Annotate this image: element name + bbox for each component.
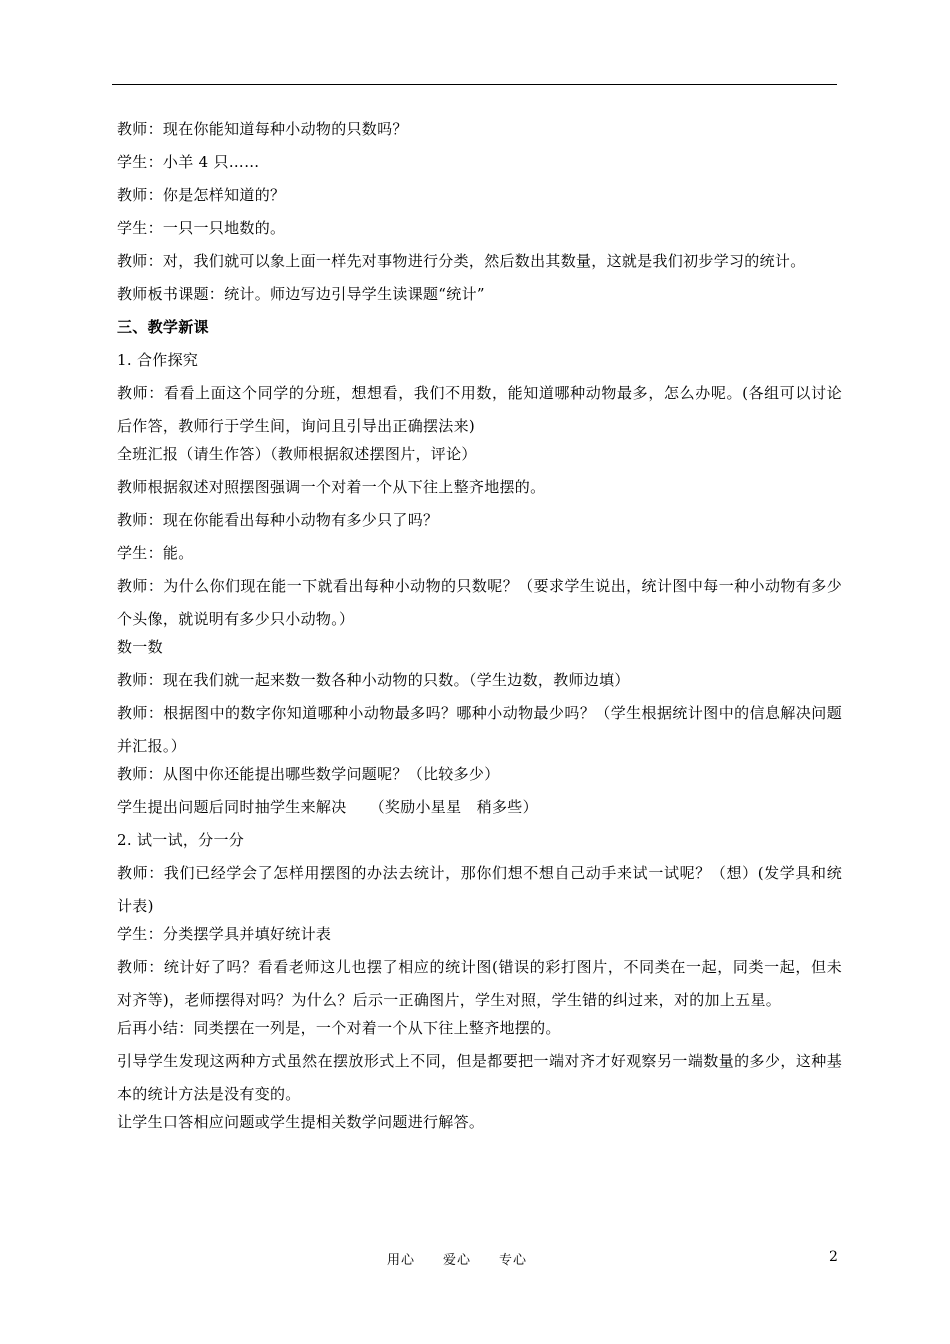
paragraph: 教师：现在我们就一起来数一数各种小动物的只数。（学生边数，教师边填） <box>117 671 630 689</box>
paragraph: 教师板书课题：统计。师边写边引导学生读课题“统计” <box>117 285 485 303</box>
paragraph: 教师：看看上面这个同学的分班，想想看，我们不用数，能知道哪种动物最多，怎么办呢。(各组可以讨论后作答，教师行于学生间，询问且引导出正确摆法来) <box>117 384 842 435</box>
paragraph: 教师：从图中你还能提出哪些数学问题呢？（比较多少） <box>117 765 500 783</box>
document-body <box>117 118 842 1144</box>
paragraph: 学生：分类摆学具并填好统计表 <box>117 925 332 943</box>
subsection-heading: 1. 合作探究 <box>117 351 199 369</box>
paragraph: 教师：现在你能知道每种小动物的只数吗？ <box>117 120 408 138</box>
paragraph: 教师：我们已经学会了怎样用摆图的办法去统计，那你们想不想自己动手来试一试呢？（想）(发学具和统计表) <box>117 864 842 915</box>
paragraph: 全班汇报（请生作答）（教师根据叙述摆图片，评论） <box>117 445 477 463</box>
subsection-heading: 2. 试一试，分一分 <box>117 831 245 849</box>
paragraph: 学生：小羊 4 只…… <box>117 153 260 171</box>
footer-motto: 用心 爱心 专心 <box>387 1253 528 1268</box>
paragraph: 学生：一只一只地数的。 <box>117 219 286 237</box>
paragraph: 教师：为什么你们现在能一下就看出每种小动物的只数呢？（要求学生说出，统计图中每一种小动物有多少个头像，就说明有多少只小动物。） <box>117 577 842 628</box>
paragraph: 后再小结：同类摆在一列是，一个对着一个从下往上整齐地摆的。 <box>117 1019 561 1037</box>
section-heading: 三、教学新课 <box>117 318 209 336</box>
paragraph: 教师：你是怎样知道的？ <box>117 186 286 204</box>
paragraph: 教师根据叙述对照摆图强调一个对着一个从下往上整齐地摆的。 <box>117 478 546 496</box>
paragraph: 让学生口答相应问题或学生提相关数学问题进行解答。 <box>117 1113 485 1131</box>
paragraph: 教师：对，我们就可以象上面一样先对事物进行分类，然后数出其数量，这就是我们初步学习的统计。 <box>117 252 806 270</box>
header-rule <box>112 84 837 85</box>
paragraph: 教师：根据图中的数字你知道哪种小动物最多吗？哪种小动物最少吗？（学生根据统计图中的信息解决问题并汇报。） <box>117 704 842 755</box>
paragraph: 教师：统计好了吗？看看老师这儿也摆了相应的统计图(错误的彩打图片，不同类在一起，同类一起，但未对齐等)，老师摆得对吗？为什么？后示一正确图片，学生对照，学生错的纠过来，对的加上五星。 <box>117 958 842 1009</box>
page-number: 2 <box>829 1249 838 1265</box>
paragraph: 学生提出问题后同时抽学生来解决 （奖励小星星 稍多些） <box>117 798 538 816</box>
page-footer <box>0 1249 950 1269</box>
paragraph: 引导学生发现这两种方式虽然在摆放形式上不同，但是都要把一端对齐才好观察另一端数量的多少，这种基本的统计方法是没有变的。 <box>117 1052 842 1103</box>
paragraph: 数一数 <box>117 638 163 656</box>
paragraph: 教师：现在你能看出每种小动物有多少只了吗？ <box>117 511 439 529</box>
paragraph: 学生：能。 <box>117 544 194 562</box>
